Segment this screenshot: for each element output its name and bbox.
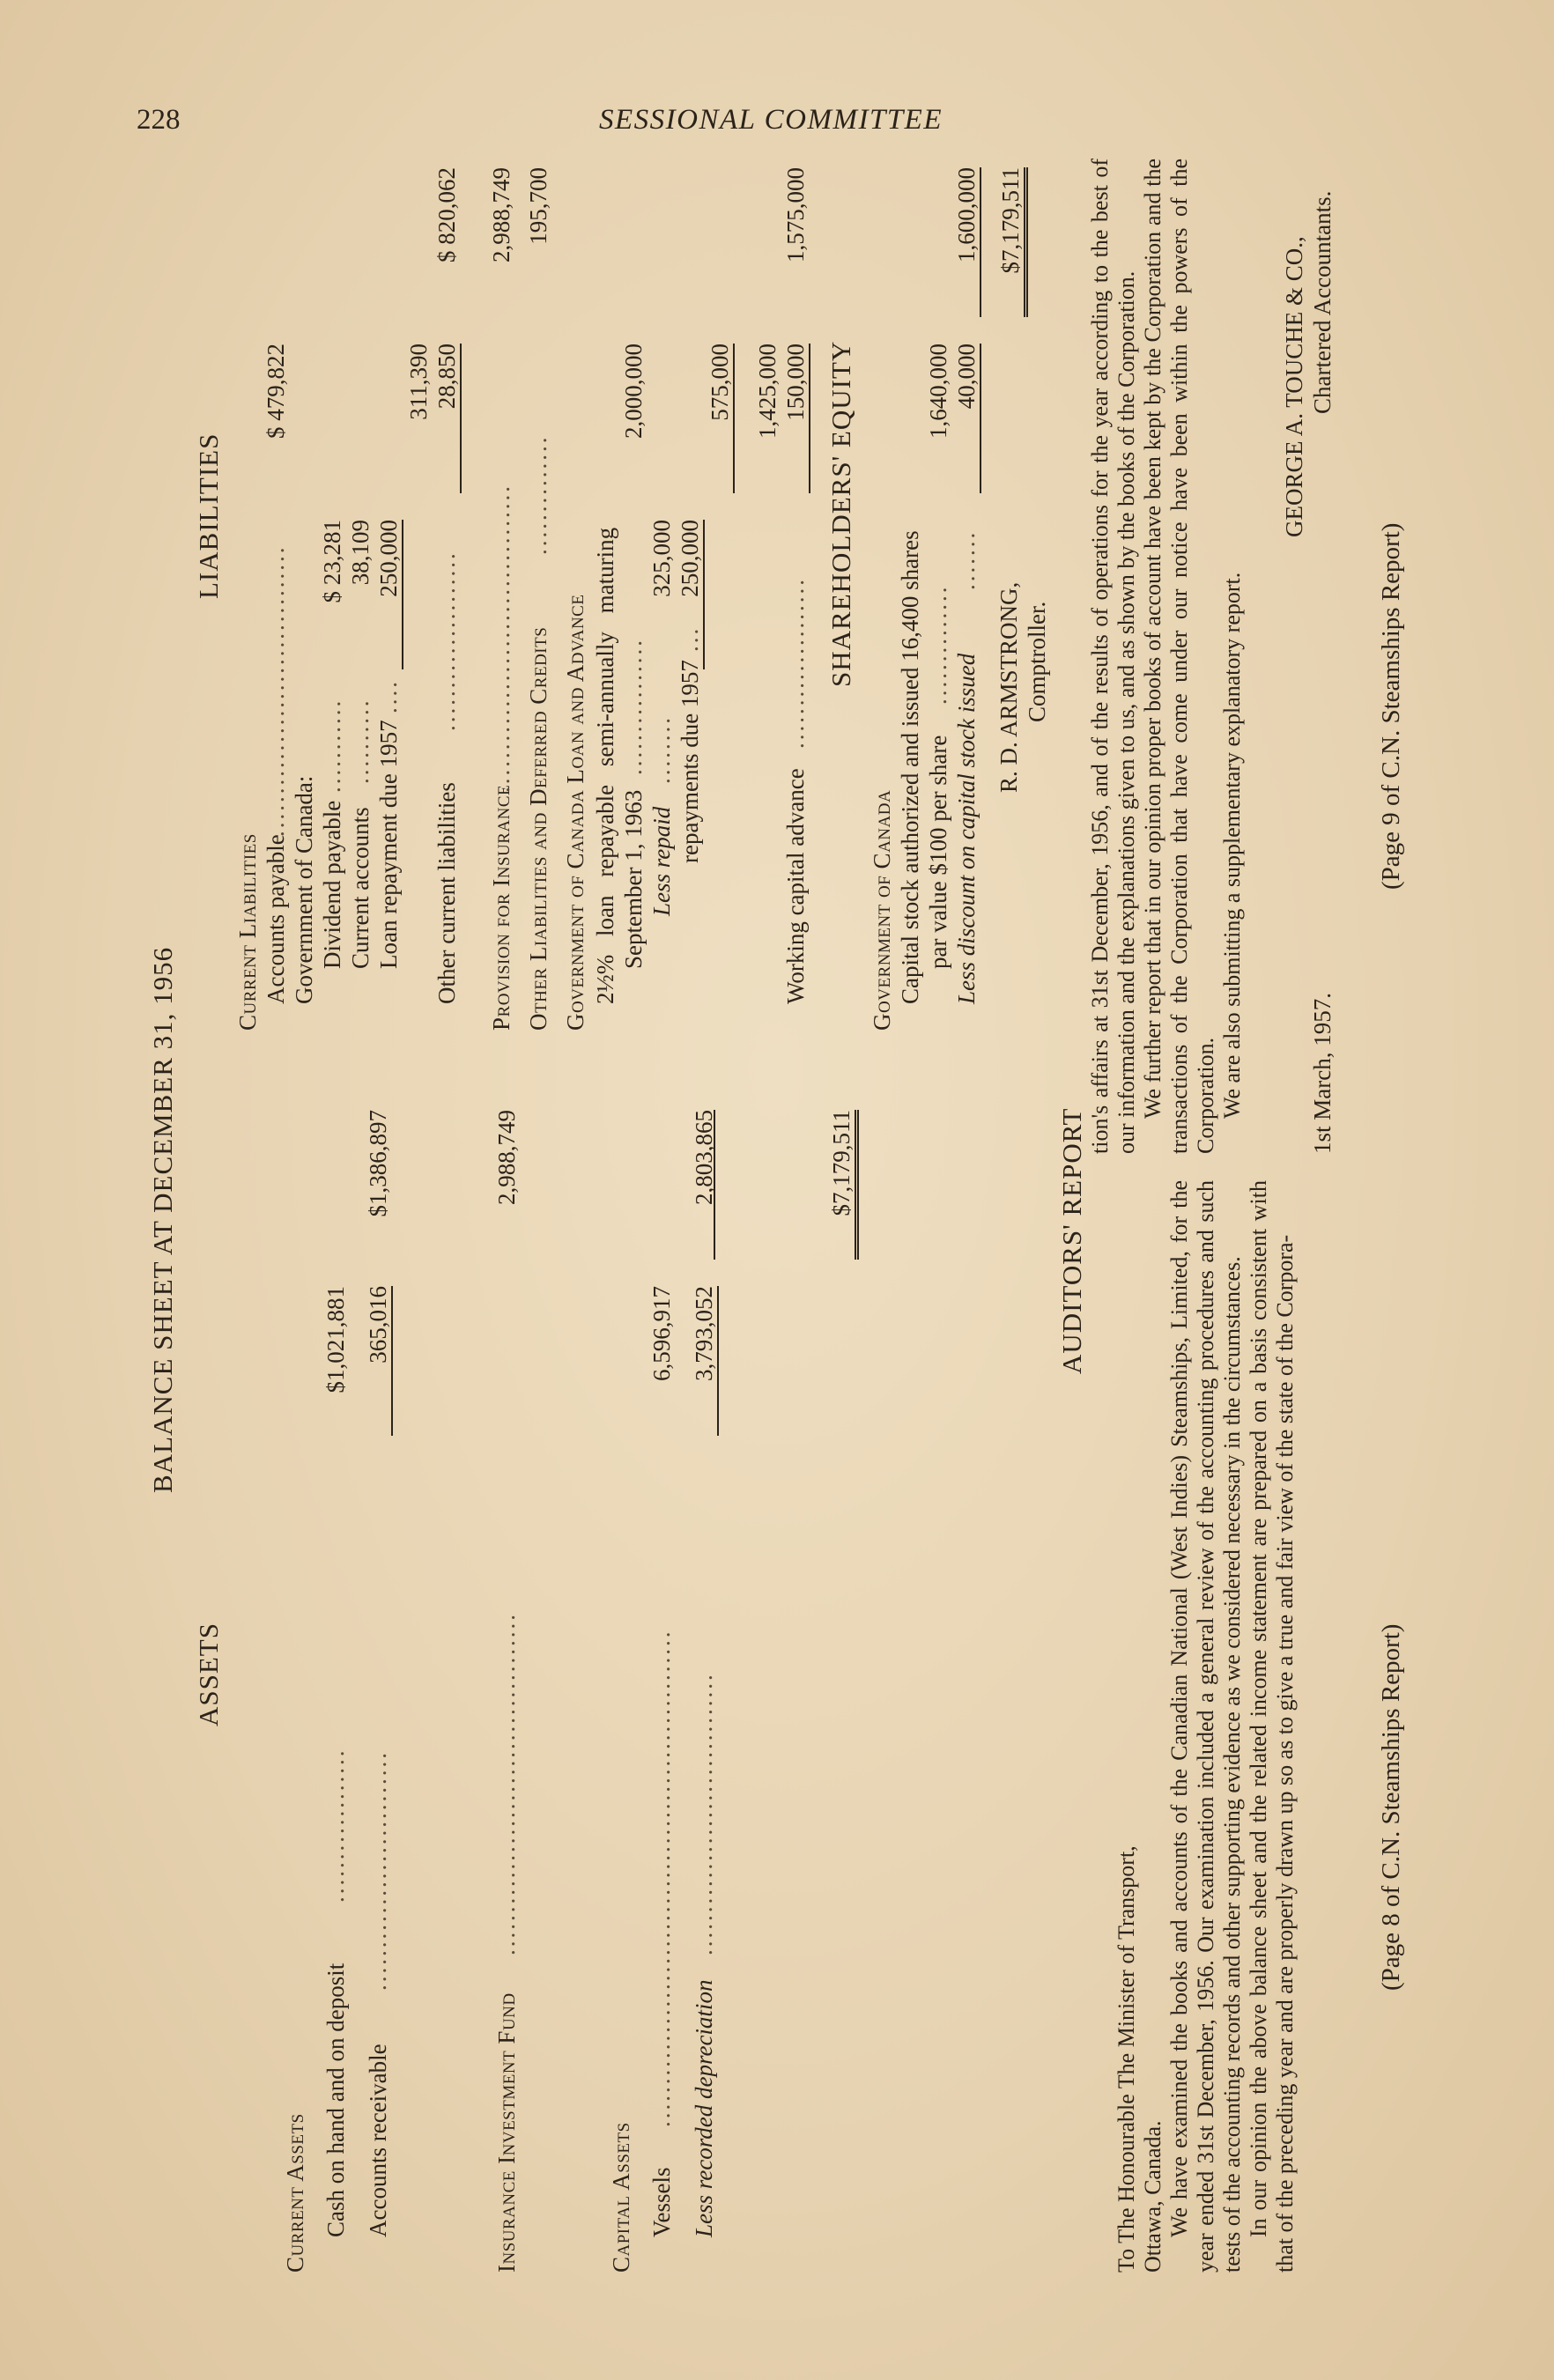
- depreciation-amount: 3,793,052: [691, 1286, 719, 1436]
- auditors-report-date: 1st March, 1957.: [1309, 993, 1336, 1154]
- page-number: 228: [137, 104, 181, 136]
- depreciation-label: Less recorded depreciation: [691, 1979, 717, 2237]
- loan-advance-total: 1,575,000: [782, 167, 809, 262]
- running-head: SESSIONAL COMMITTEE: [599, 104, 943, 136]
- auditors-paragraph-2: In our opinion the above balance sheet and the related income statement are prepared on a basis consistent with that of the preceding year and are properly drawn up so as to give a true and fair view of the state of the Corpora-: [1246, 1180, 1298, 2273]
- government-of-canada-label: Government of Canada:: [291, 775, 317, 1004]
- current-liabilities-label: Current Liabilities: [234, 833, 261, 1031]
- equity-total: 1,600,000: [953, 167, 981, 317]
- footer-left: (Page 8 of C.N. Steamships Report): [1377, 1623, 1405, 1991]
- current-accounts-amount: 38,109: [347, 520, 374, 586]
- signatory-title: Comptroller.: [1024, 601, 1050, 722]
- dividend-payable-amount: $ 23,281: [319, 520, 345, 603]
- provision-insurance-label: Provision for Insurance: [488, 784, 514, 1031]
- accounts-payable-amount: $ 479,822: [263, 344, 289, 439]
- current-liabilities-total: $ 820,062: [433, 167, 460, 262]
- addressee-line-2: Ottawa, Canada.: [1140, 2120, 1166, 2273]
- vessels-label: Vessels: [648, 2167, 675, 2237]
- capital-stock-line-2: par value $100 per share: [925, 735, 951, 969]
- insurance-fund-amount: 2,988,749: [493, 1110, 520, 1205]
- signatory-name: R. D. ARMSTRONG,: [995, 581, 1022, 793]
- equity-heading: SHAREHOLDERS' EQUITY: [825, 340, 856, 687]
- auditors-report-heading: AUDITORS' REPORT: [1056, 1107, 1087, 1374]
- government-loan-heading: Government of Canada Loan and Advance: [562, 594, 588, 1031]
- cash-label: Cash on hand and on deposit: [322, 1962, 349, 2237]
- loan-line-2: September 1, 1963: [620, 789, 647, 969]
- loan-repayment-amount: 250,000: [375, 520, 403, 669]
- insurance-fund-label: Insurance Investment Fund: [493, 1992, 520, 2273]
- auditors-paragraph-4: We further report that in our opinion proper books of account have been kept by the Corporation and the transactions of the Corporation that have come under our notice have been within the powers of the Corporation.: [1140, 159, 1218, 1154]
- vessels-amount: 6,596,917: [648, 1286, 675, 1381]
- dividend-payable-label: Dividend payable: [319, 800, 345, 969]
- other-liabilities-label: Other Liabilities and Deferred Credits: [525, 626, 551, 1031]
- government-subtotal: 311,390: [405, 344, 432, 420]
- cash-amount: $1,021,881: [322, 1286, 349, 1393]
- liabilities-heading: LIABILITIES: [193, 432, 224, 599]
- other-liabilities-amount: 195,700: [525, 167, 551, 245]
- current-assets-total: $1,386,897: [365, 1110, 391, 1217]
- repayments-due-label: repayments due 1957: [677, 660, 703, 863]
- balance-sheet-title: BALANCE SHEET AT DECEMBER 31, 1956: [147, 946, 178, 1493]
- accounts-payable-label: Accounts payable: [263, 834, 289, 1004]
- loan-repayment-label: Loan repayment due 1957: [375, 720, 402, 969]
- auditor-firm-title: Chartered Accountants.: [1309, 190, 1336, 414]
- receivable-amount: 365,016: [365, 1286, 393, 1436]
- working-capital-amount: 150,000: [782, 344, 810, 493]
- loan-amount: 2,000,000: [620, 344, 647, 439]
- auditors-left-column: [1114, 1180, 1299, 2273]
- footer-right: (Page 9 of C.N. Steamships Report): [1377, 522, 1405, 890]
- provision-insurance-amount: 2,988,749: [488, 167, 514, 262]
- auditors-paragraph-5: We are also submitting a supplementary explanatory report.: [1219, 572, 1245, 1119]
- loan-net: 1,425,000: [754, 344, 781, 439]
- receivable-label: Accounts receivable: [365, 2044, 391, 2237]
- current-assets-label: Current Assets: [282, 2113, 308, 2273]
- loan-line-1: 2½% loan repayable semi-annually maturing: [592, 527, 618, 1004]
- capital-assets-label: Capital Assets: [608, 2122, 634, 2273]
- repayments-due-amount: 250,000: [677, 520, 705, 669]
- capital-assets-net: 2,803,865: [691, 1110, 717, 1205]
- balance-sheet-rotated: BALANCE SHEET AT DECEMBER 31, 1956 ASSETS LIABILITIES Current Assets Cash on hand and on deposit .................. $1,021,881 Accounts receivable ............................ 365,016 $1,386,897 Insurance Investment Fund ........................................ 2,988,749 Capital Assets Vessels .......................................................... 6,596,917 Less recorded depreciation ................................. 3,793,052 2,803,865 $7,179,511 Current Liabilities Accounts payable .................................. $ 479,822 Government of Canada: Dividend payable ........... $ 23,281 Current accounts .......... 38,109 Loan repayment due 1957 .... 250,000 311,390 Other current liabilities ..................... 28,850 $ 820,062 Provision for Insurance .................................... 2,988,749 Other Liabilities and Deferred Credits .............. 195,700 Government of Canada Loan and Advance 2½% loan repayable semi-annually maturing September 1, 1963 ................ 2,000,000 Less repaid ........ 325,000 repayments due 1957 ... 250,000 575,000 1,425,000 Working capital advance .................... 150,000 1,575,000 SHAREHOLDERS' EQUITY Government of Canada Capital stock authorized and issued 16,400 shares par value $100 per share .............. 1,640,000 Less discount on capital stock issued ....... 40,000 1,600,000 $7,179,511 R. D. ARMSTRONG, Comptroller. AUDITORS' REPORT To The Honourable The Minister of Transport, Ottawa, Canada. We have examined the books and accounts of the Canadian National (West Indies) Steamships, Limited, for the year ended 31st December, 1956. Our examination included a general review of the accounting procedures and such tests of the accounting records and other supporting evidence as we considered necessary in the circumstances. In our opinion the above balance sheet and the related income statement are prepared on a basis consistent with that of the preceding year and are properly drawn up so as to give a true and fair view of the state of the Corpora- tion's affairs at 31st December, 1956, and of the results of operations for the year according to the best of our information and the explanations given to us, and as shown by the books of the Corporation. We further report that in our opinion proper books of account have been kept by the Corporation and the transactions of the Corporation that have come under our notice have been within the powers of the Corporation. We are also submitting a supplementary explanatory report. GEORGE A. TOUCHE & CO., Chartered Accountants. 1st March, 1957. (Page 8 of C.N. Steamships Report) (Page 9 of C.N. Steamships Report): [147, 159, 1405, 2273]
- other-current-amount: 28,850: [433, 344, 462, 493]
- repaid-amount: 325,000: [648, 520, 675, 597]
- deductions-total: 575,000: [707, 344, 735, 493]
- assets-heading: ASSETS: [193, 1622, 224, 1726]
- less-repaid-label: Less repaid: [648, 806, 675, 916]
- discount-amount: 40,000: [953, 344, 981, 493]
- liabilities-total: $7,179,511: [997, 167, 1028, 317]
- working-capital-label: Working capital advance: [782, 768, 809, 1004]
- equity-government-label: Government of Canada: [869, 789, 895, 1031]
- capital-stock-line-1: Capital stock authorized and issued 16,400 shares: [897, 530, 923, 1004]
- addressee-line-1: To The Honourable The Minister of Transport,: [1114, 1845, 1139, 2273]
- capital-stock-amount: 1,640,000: [925, 344, 951, 439]
- other-current-label: Other current liabilities: [433, 782, 460, 1004]
- auditors-right-column: [1087, 159, 1246, 1154]
- auditor-firm: GEORGE A. TOUCHE & CO.,: [1281, 236, 1307, 537]
- auditors-paragraph-3: tion's affairs at 31st December, 1956, and of the results of operations for the year according to the best of our information and the explanations given to us, and as shown by the books of the Corporation.: [1087, 159, 1139, 1154]
- less-discount-label: Less discount on capital stock issued: [953, 653, 980, 1004]
- auditors-paragraph-1: We have examined the books and accounts of the Canadian National (West Indies) Steamships, Limited, for the year ended 31st December, 1956. Our examination included a general review of the accounting procedures and such tests of the accounting records and other supporting evidence as we considered necessary in the circumstances.: [1166, 1180, 1245, 2273]
- current-accounts-label: Current accounts: [347, 807, 374, 969]
- assets-total: $7,179,511: [828, 1110, 859, 1260]
